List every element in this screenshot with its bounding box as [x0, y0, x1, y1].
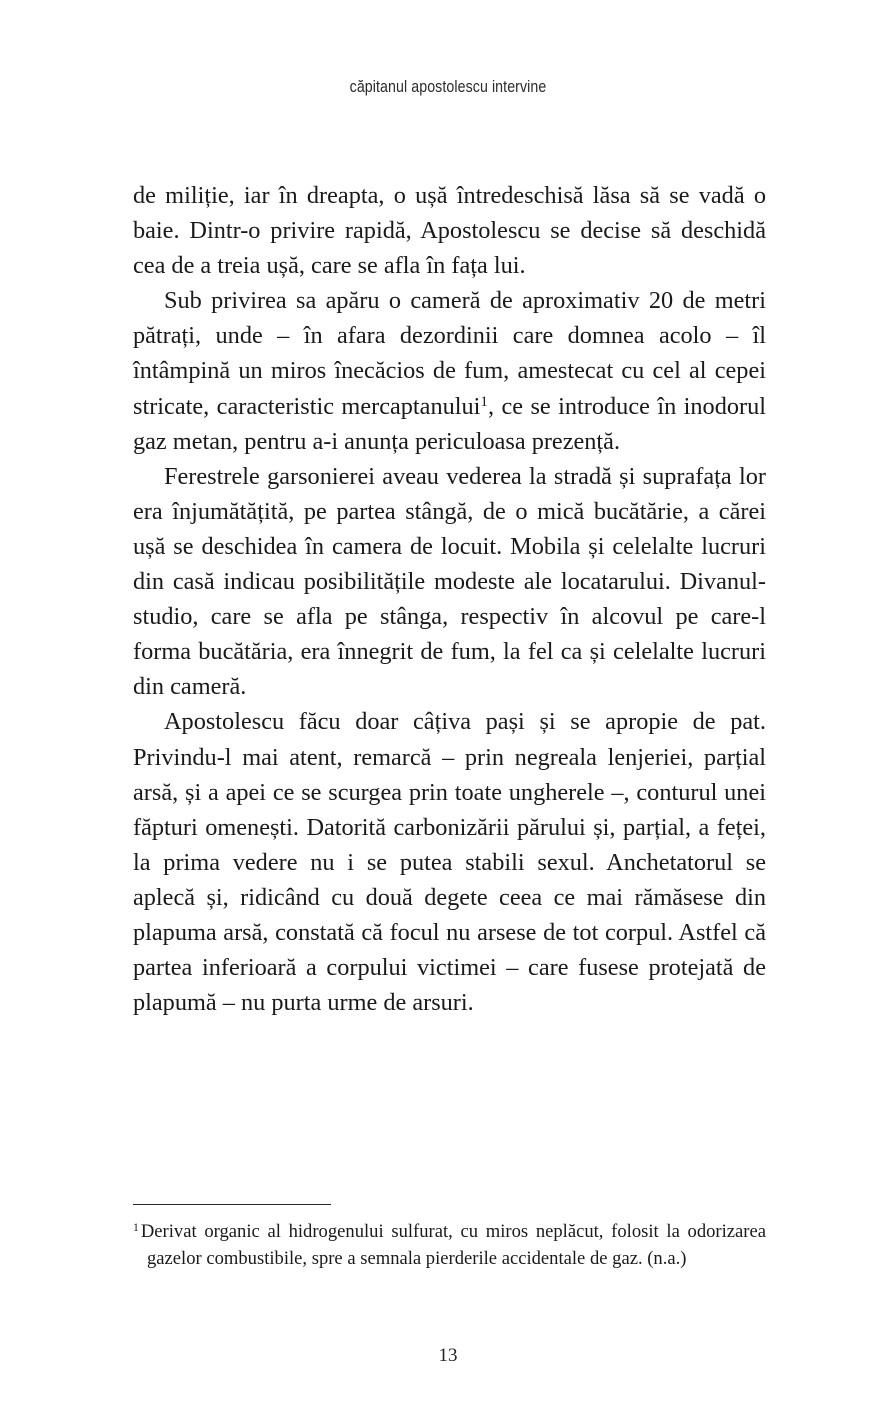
paragraph-1: de miliție, iar în dreapta, o ușă întredeschisă lăsa să se vadă o baie. Dintr-o privire rapidă, Apostolescu se decise să deschidă cea de a treia ușă, care se afla în fața lui.: [133, 182, 766, 280]
footnote-1: [133, 1218, 766, 1273]
running-head: căpitanul apostolescu intervine: [349, 78, 547, 96]
paragraph-3: Ferestrele garsonierei aveau vederea la stradă și suprafața lor era înjumătățită, pe partea stângă, de o mică bucătărie, a cărei ușă se deschidea în camera de locuit. Mobila și celelalte lucruri din casă indicau posibilitățile modeste ale locatarului. Divanul-studio, care se afla pe stânga, respectiv în alcovul pe care-l forma bucătăria, era înnegrit de fum, la fel ca și celelalte lucruri din cameră.: [133, 462, 766, 701]
footnote-area: [133, 1204, 766, 1273]
paragraph-2-text-before-footnote-ref: Sub privirea sa apăru o cameră de aproximativ 20 de metri pătrați, unde – în afara dezordinii care domnea acolo – îl întâmpină un miros înecăcios de fum, amestecat cu cel al cepei stricate, caracteristic mercaptanului: [133, 287, 766, 420]
footnote-separator-rule: [133, 1204, 331, 1205]
paragraph-4: Apostolescu făcu doar câțiva pași și se apropie de pat. Privindu-l mai atent, remarcă – prin negreala lenjeriei, parțial arsă, și a apei ce se scurgea prin toate ungherele –, conturul unei făpturi omenești. Datorită carbonizării părului și, parțial, a feței, la prima vedere nu i se putea stabili sexul. Anchetatorul se aplecă și, ridicând cu două degete ceea ce mai rămăsese din plapuma arsă, constată că focul nu arsese de tot corpul. Astfel că partea inferioară a corpului victimei – care fusese protejată de plapumă – nu purta urme de arsuri.: [133, 708, 766, 1017]
footnote-reference-1[interactable]: 1: [480, 393, 488, 410]
paragraph-2: [133, 283, 766, 458]
body-text-block: [133, 178, 766, 1020]
footnote-1-text: Derivat organic al hidrogenului sulfurat, cu miros neplăcut, folosit la odorizarea gazelor combustibile, spre a semnala pierderile accidentale de gaz. (n.a.): [140, 1221, 766, 1270]
paragraph-2-text-after-footnote-ref: , ce se introduce în inodorul gaz metan, pentru a-i anunța periculoasa prezență.: [133, 392, 766, 455]
footnote-1-marker: 1: [133, 1221, 139, 1235]
page-number: 13: [438, 1345, 458, 1366]
